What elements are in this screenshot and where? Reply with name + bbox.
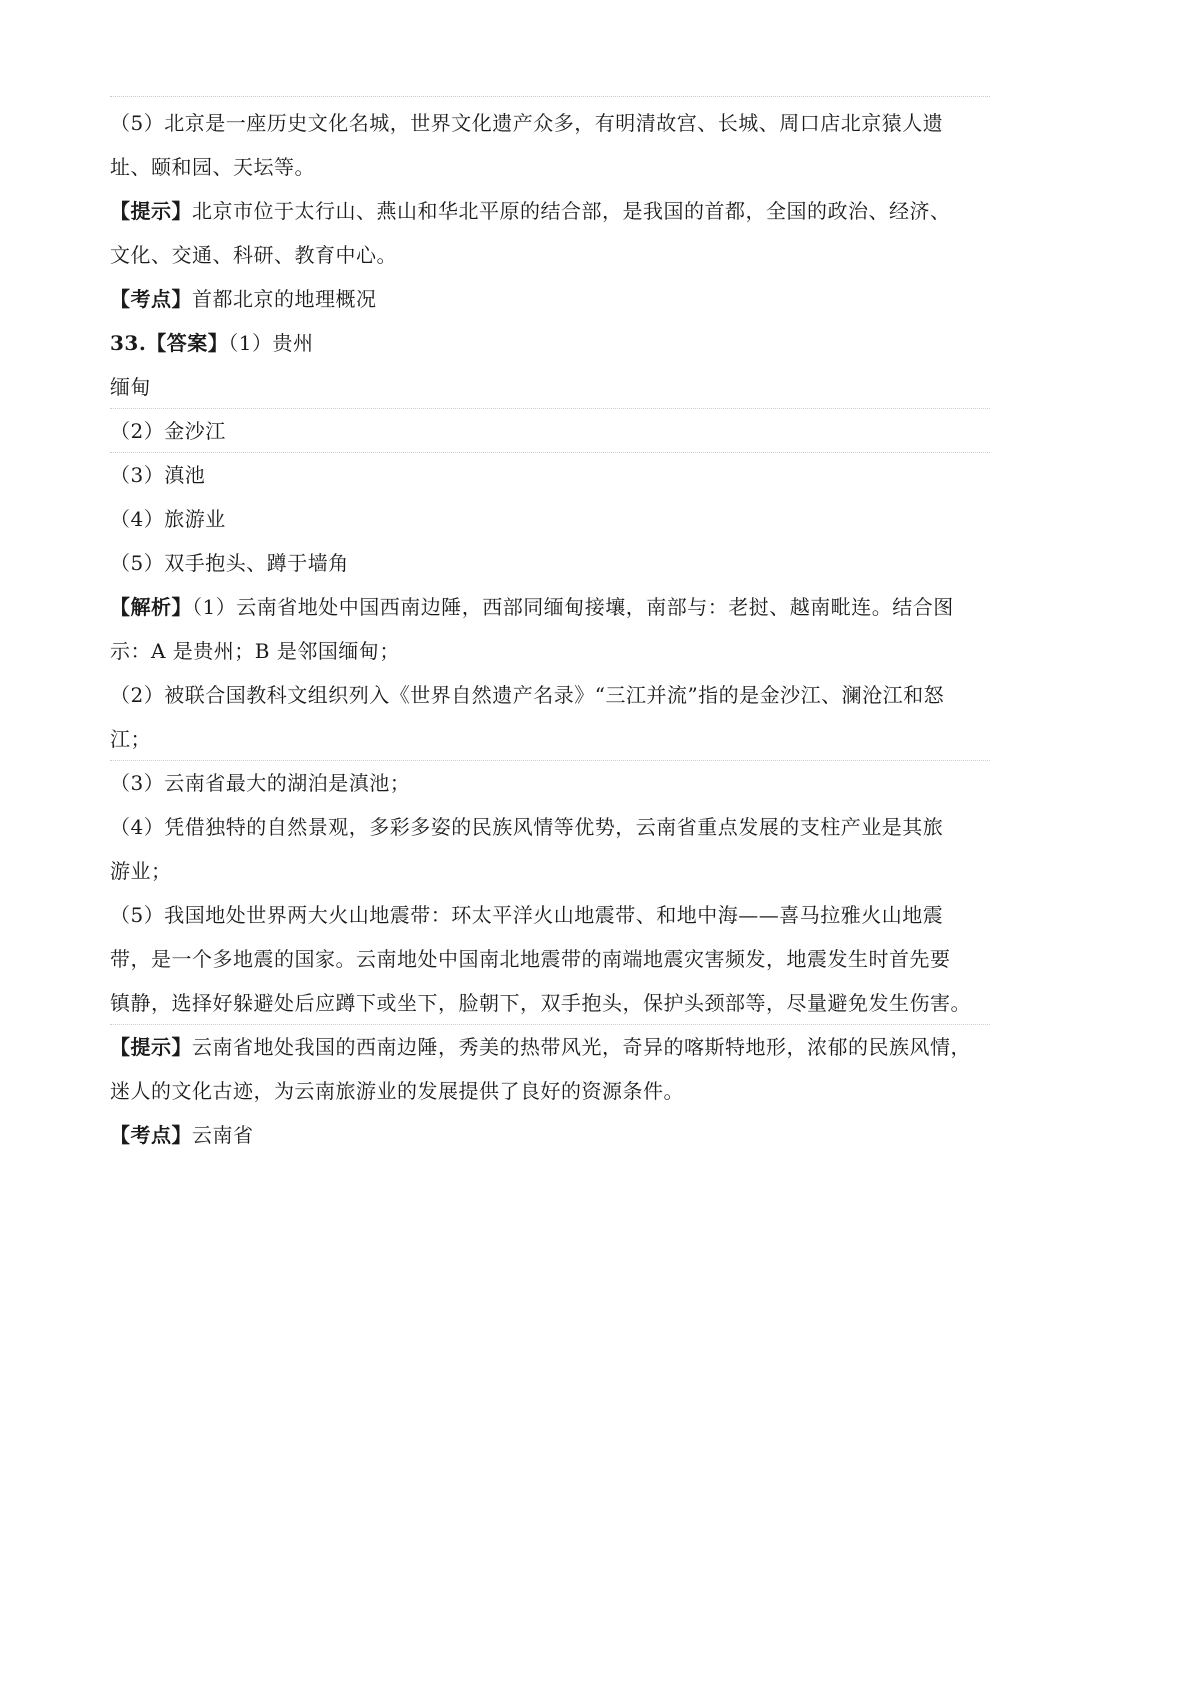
text-line-17: （4）凭借独特的自然景观，多彩多姿的民族风情等优势，云南省重点发展的支柱产业是其旅 — [110, 815, 944, 839]
hint-label: 【提示】 — [110, 1035, 192, 1059]
text-line-8: （2）金沙江 — [110, 409, 990, 453]
hint-line-2: 【提示】云南省地处我国的西南边陲，秀美的热带风光，奇异的喀斯特地形，浓郁的民族风情， — [110, 1035, 971, 1059]
text-line-4: 文化、交通、科研、教育中心。 — [110, 243, 397, 267]
top-divider — [110, 96, 990, 97]
keypoint-line-1: 【考点】首都北京的地理概况 — [110, 287, 377, 311]
text-line-7: 缅甸 — [110, 365, 990, 409]
text-line-18: 游业； — [110, 859, 172, 883]
answer-label: 33.【答案】 — [110, 331, 229, 355]
text-line-23: 迷人的文化古迹，为云南旅游业的发展提供了良好的资源条件。 — [110, 1079, 684, 1103]
text-line-14: （2）被联合国教科文组织列入《世界自然遗产名录》“三江并流”指的是金沙江、澜沧江和怒 — [110, 683, 945, 707]
text-line-16: （3）云南省最大的湖泊是滇池； — [110, 771, 411, 795]
keypoint-label: 【考点】 — [110, 287, 192, 311]
text-line-11: （5）双手抱头、蹲于墙角 — [110, 551, 349, 575]
hint-label: 【提示】 — [110, 199, 192, 223]
answer-line: 33.【答案】（1）贵州 — [110, 331, 314, 355]
keypoint-line-2: 【考点】云南省 — [110, 1123, 254, 1147]
text-line-13: 示：A 是贵州；B 是邻国缅甸； — [110, 639, 400, 663]
analysis-line: 【解析】（1）云南省地处中国西南边陲，西部同缅甸接壤，南部与：老挝、越南毗连。结合图 — [110, 595, 954, 619]
analysis-label: 【解析】 — [110, 595, 192, 619]
text-line-10: （4）旅游业 — [110, 507, 226, 531]
text-line-20: 带，是一个多地震的国家。云南地处中国南北地震带的南端地震灾害频发，地震发生时首先要 — [110, 947, 951, 971]
text-line-15: 江； — [110, 717, 990, 761]
hint-line-1: 【提示】北京市位于太行山、燕山和华北平原的结合部，是我国的首都，全国的政治、经济、 — [110, 199, 951, 223]
text-line-21: 镇静，选择好躲避处后应蹲下或坐下，脸朝下，双手抱头，保护头颈部等，尽量避免发生伤害。 — [110, 981, 990, 1025]
text-line-1: （5）北京是一座历史文化名城，世界文化遗产众多，有明清故宫、长城、周口店北京猿人遗 — [110, 111, 944, 135]
keypoint-label: 【考点】 — [110, 1123, 192, 1147]
text-line-2: 址、颐和园、天坛等。 — [110, 155, 315, 179]
text-line-19: （5）我国地处世界两大火山地震带：环太平洋火山地震带、和地中海——喜马拉雅火山地震 — [110, 903, 944, 927]
document-page — [110, 96, 990, 1157]
text-line-9: （3）滇池 — [110, 463, 206, 487]
